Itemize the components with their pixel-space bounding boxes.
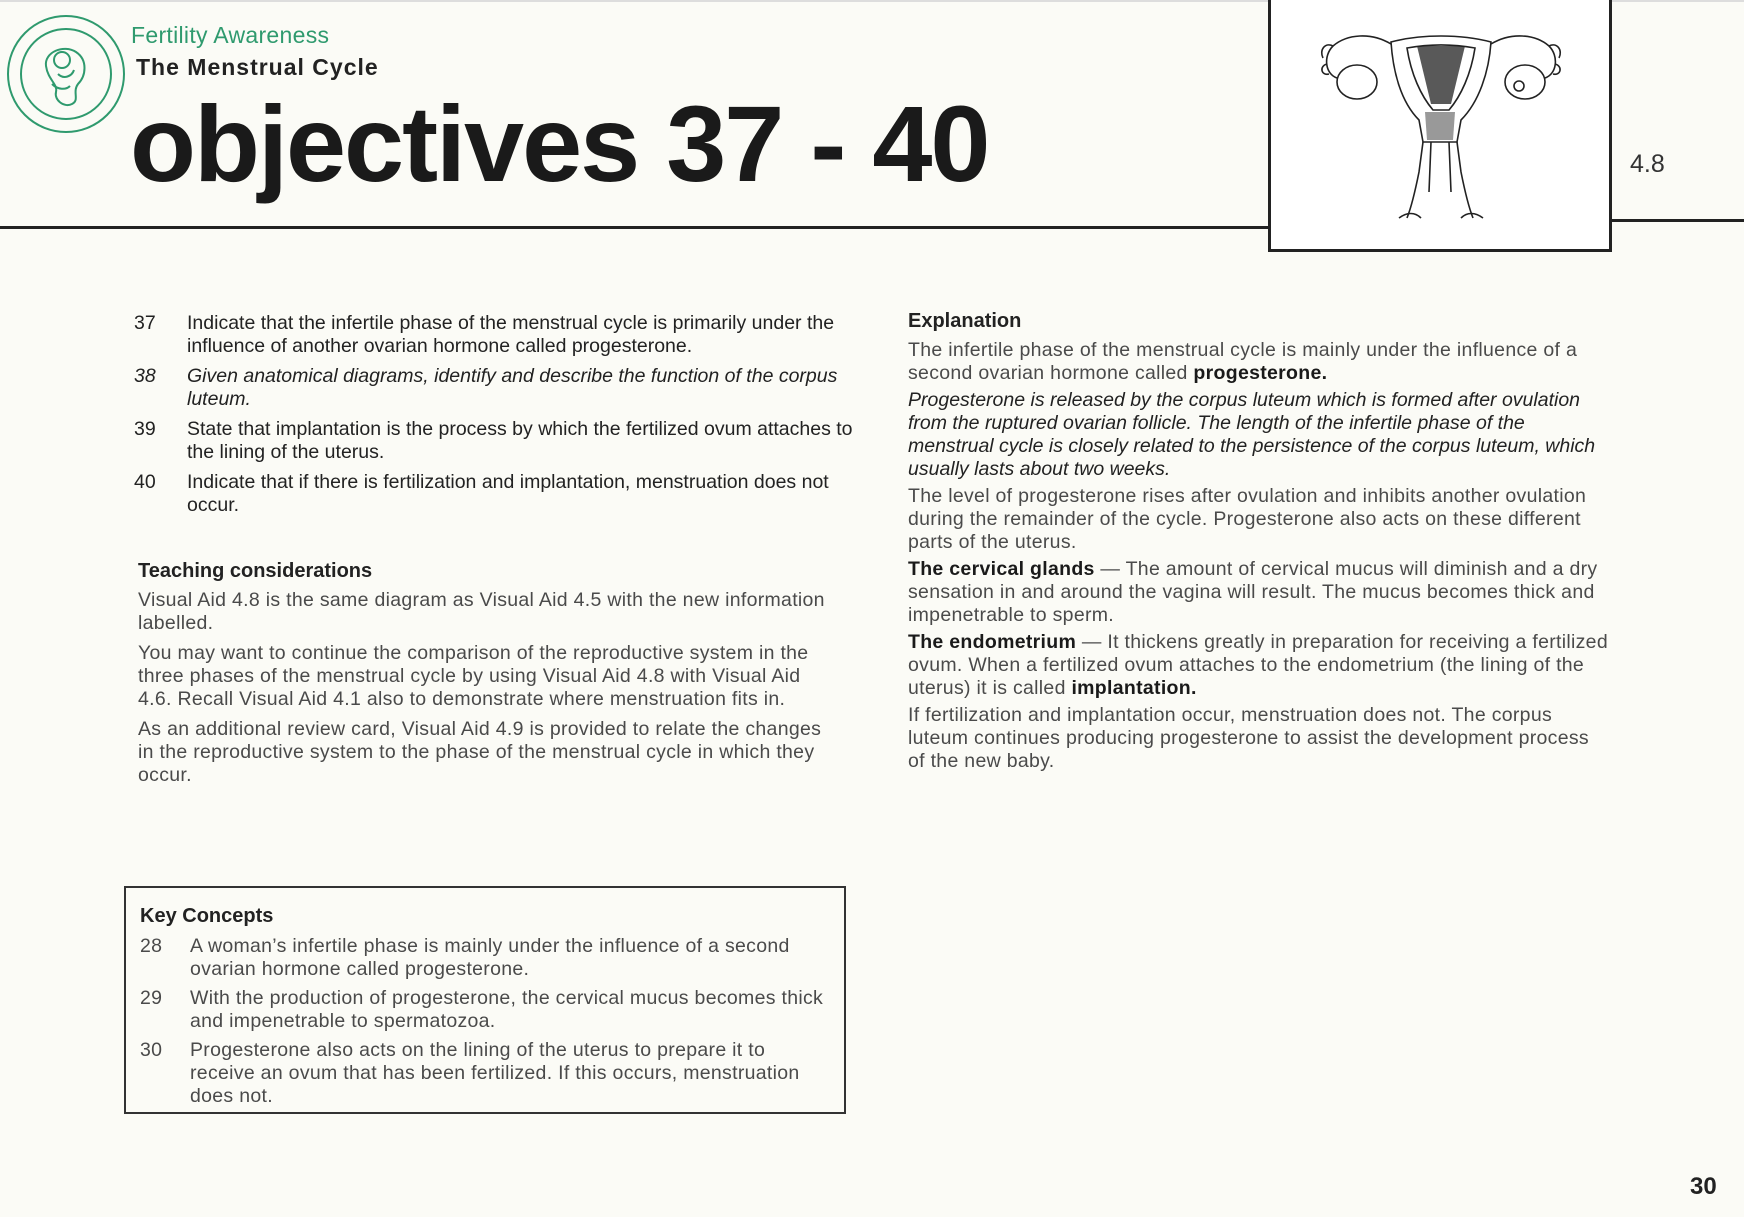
card-number: 4.8 [1630, 150, 1665, 178]
explanation-text: — It thickens greatly in preparation for receiving a fertilized ovum. When a fertilized ovum attaches to the endometrium (the lining of the uterus) it is called [908, 631, 1608, 699]
explanation-italic-paragraph: Progesterone is released by the corpus luteum which is formed after ovulation from the ruptured ovarian follicle. The length of the infertile phase of the menstrual cycle is closely related to the persistence of the corpus luteum, which usually lasts about two weeks. [908, 389, 1596, 480]
teaching-considerations [138, 560, 838, 794]
key-concepts-heading: Key Concepts [140, 905, 274, 927]
page-title: objectives 37 - 40 [130, 83, 989, 204]
key-concepts-box [124, 886, 846, 1114]
explanation-section [908, 310, 1608, 777]
objective-text: Given anatomical diagrams, identify and describe the function of the corpus luteum. [187, 365, 838, 410]
cervical-glands-paragraph [908, 558, 1608, 627]
explanation-paragraph: The level of progesterone rises after ovulation and inhibits another ovulation during the remainder of the cycle. Progesterone also acts on these different parts of the uterus. [908, 485, 1587, 553]
explanation-text: The infertile phase of the menstrual cycle is mainly under the influence of a second ovarian hormone called [908, 339, 1578, 384]
objective-number: 38 [134, 365, 156, 387]
teaching-paragraph: You may want to continue the comparison of the reproductive system in the three phases of the menstrual cycle by using Visual Aid 4.8 with Visual Aid 4.6. Recall Visual Aid 4.1 also to demonstrate where menstruation fits in. [138, 642, 809, 710]
explanation-bold-term: progesterone. [1193, 362, 1328, 384]
teaching-paragraph: As an additional review card, Visual Aid 4.9 is provided to relate the changes in the reproductive system to the phase of the menstrual cycle in which they occur. [138, 718, 822, 786]
key-concept-text: A woman’s infertile phase is mainly under the influence of a second ovarian hormone called progesterone. [190, 935, 790, 980]
fetus-circle-logo-icon [6, 14, 126, 134]
explanation-bold-term: implantation. [1071, 677, 1197, 699]
key-concept-number: 29 [140, 987, 163, 1009]
explanation-heading: Explanation [908, 310, 1022, 332]
explanation-paragraph: If fertilization and implantation occur, menstruation does not. The corpus luteum continues producing progesterone to assist the development process of the new baby. [908, 704, 1589, 772]
objective-number: 37 [134, 312, 156, 334]
objective-number: 40 [134, 471, 156, 493]
series-title: Fertility Awareness [131, 22, 330, 48]
objective-text: Indicate that if there is fertilization and implantation, menstruation does not occur. [187, 471, 829, 516]
objectives-list [134, 312, 854, 524]
diagram-box [1268, 0, 1612, 252]
key-concept-item [140, 1039, 830, 1108]
key-concept-number: 28 [140, 935, 163, 957]
page-number: 30 [1690, 1173, 1717, 1200]
objective-item [134, 312, 854, 358]
key-concept-text: Progesterone also acts on the lining of the uterus to prepare it to receive an ovum that has been fertilized. If this occurs, menstruation does not. [190, 1039, 800, 1107]
explanation-paragraph [908, 339, 1608, 385]
objective-item [134, 471, 854, 517]
objective-text: Indicate that the infertile phase of the menstrual cycle is primarily under the influence of another ovarian hormone called progesterone. [187, 312, 835, 357]
explanation-text: — The amount of cervical mucus will diminish and a dry sensation in and around the vagina will result. The mucus becomes thick and impenetrable to sperm. [908, 558, 1598, 626]
key-concept-number: 30 [140, 1039, 163, 1061]
explanation-bold-term: The endometrium [908, 631, 1077, 653]
header-rule [0, 226, 1270, 229]
endometrium-paragraph [908, 631, 1608, 700]
section-subtitle: The Menstrual Cycle [136, 54, 379, 80]
teaching-heading: Teaching considerations [138, 560, 373, 582]
explanation-bold-term: The cervical glands [908, 558, 1095, 580]
key-concept-item [140, 987, 830, 1033]
uterus-diagram-icon [1311, 12, 1571, 222]
teaching-paragraph: Visual Aid 4.8 is the same diagram as Visual Aid 4.5 with the new information labelled. [138, 589, 825, 634]
header-rule-right [1609, 219, 1744, 222]
objective-item [134, 418, 854, 464]
objective-number: 39 [134, 418, 156, 440]
key-concept-item [140, 935, 830, 981]
objective-text: State that implantation is the process by which the fertilized ovum attaches to the lining of the uterus. [187, 418, 853, 463]
objective-item [134, 365, 854, 411]
key-concept-text: With the production of progesterone, the cervical mucus becomes thick and impenetrable to spermatozoa. [190, 987, 824, 1032]
